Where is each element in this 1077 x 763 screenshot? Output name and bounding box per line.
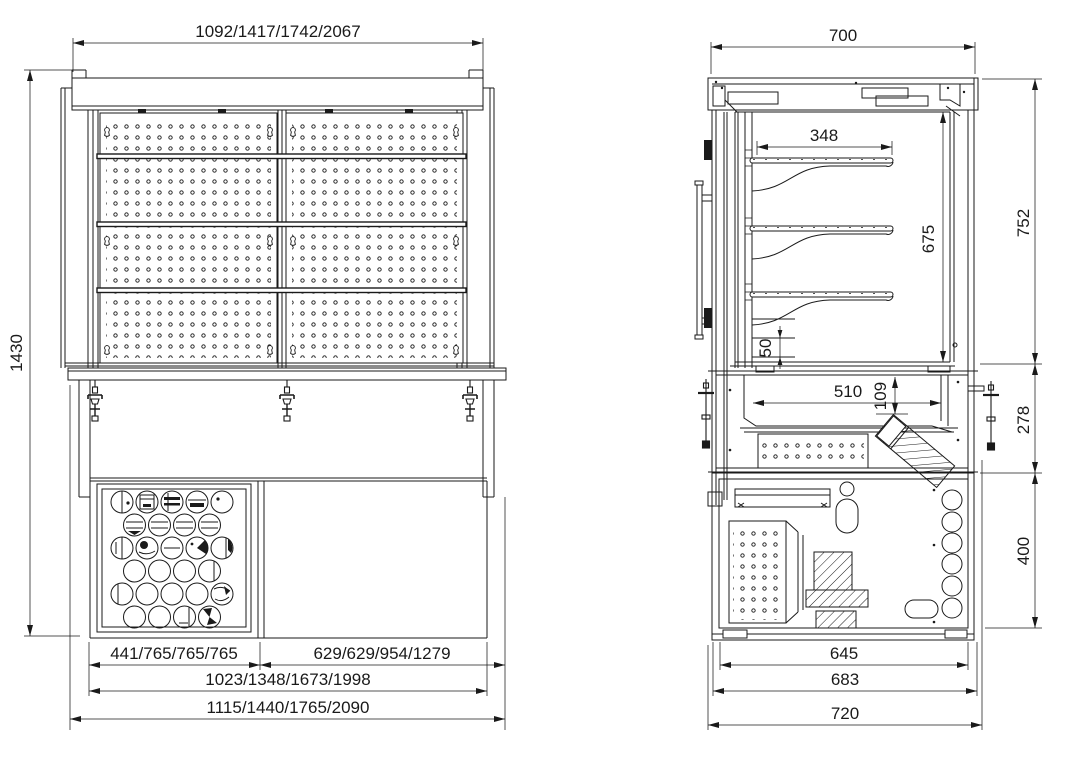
- side-base-width-label: 645: [829, 644, 859, 663]
- side-dim-well: [753, 377, 941, 414]
- front-overall-width-label: 1115/1440/1765/2090: [206, 698, 370, 717]
- side-chamber-height-label: 675: [919, 224, 938, 254]
- side-view: [695, 26, 1042, 730]
- well-fan-unit: [875, 415, 954, 488]
- side-body-depth-label: 683: [830, 670, 860, 689]
- shelf-3: [750, 292, 893, 325]
- front-side-glass-left: [61, 88, 72, 368]
- side-base-compartment: [712, 473, 974, 640]
- side-shelves: [750, 158, 893, 325]
- shelf-2: [750, 226, 893, 259]
- side-dim-shelf-pitch: [756, 326, 782, 369]
- side-well-width-label: 510: [833, 382, 863, 401]
- front-top-width-label: 1092/1417/1742/2067: [195, 22, 361, 41]
- front-canopy: [72, 70, 483, 110]
- ventilation-grille-front: [97, 484, 251, 632]
- side-shelf-pitch-label: 50: [756, 338, 775, 358]
- side-overall-depth-label: 720: [830, 704, 860, 723]
- mounting-clamps-front: [88, 380, 477, 421]
- side-base-height-label: 400: [1014, 536, 1033, 566]
- front-centre-divider: [278, 110, 286, 368]
- front-post-left: [88, 110, 98, 368]
- side-shelf-depth-label: 348: [809, 126, 839, 145]
- front-machine-bay-width-label: 441/765/765/765: [110, 644, 238, 663]
- side-dim-shelf-depth: [757, 126, 892, 155]
- front-counter-body: [79, 380, 494, 497]
- side-dim-top-depth: [711, 26, 975, 74]
- rear-vent-holes: [905, 489, 962, 624]
- front-counter-ledge: [65, 363, 506, 380]
- side-dim-right-chain: [980, 79, 1042, 628]
- perforated-back-panel-left: [100, 113, 277, 363]
- side-display-height-label: 752: [1014, 208, 1033, 238]
- compressor: [806, 552, 868, 628]
- side-dim-chamber-height: [919, 112, 957, 362]
- front-dim-overall-height: [7, 70, 80, 636]
- side-top-depth-label: 700: [828, 26, 858, 45]
- perforated-back-panel-right: [286, 113, 463, 363]
- front-side-glass-right: [483, 88, 494, 368]
- front-dim-top-width: [73, 22, 483, 72]
- side-well-depth-label: 109: [871, 381, 890, 411]
- side-canopy: [708, 78, 978, 116]
- front-view: [7, 22, 506, 730]
- front-overall-height-label: 1430: [7, 334, 26, 372]
- side-counter-height-label: 278: [1014, 405, 1033, 435]
- front-body-width-label: 1023/1348/1673/1998: [205, 670, 371, 689]
- shelf-1: [750, 158, 893, 191]
- condenser: [729, 521, 803, 623]
- front-right-bay-width-label: 629/629/954/1279: [313, 644, 451, 663]
